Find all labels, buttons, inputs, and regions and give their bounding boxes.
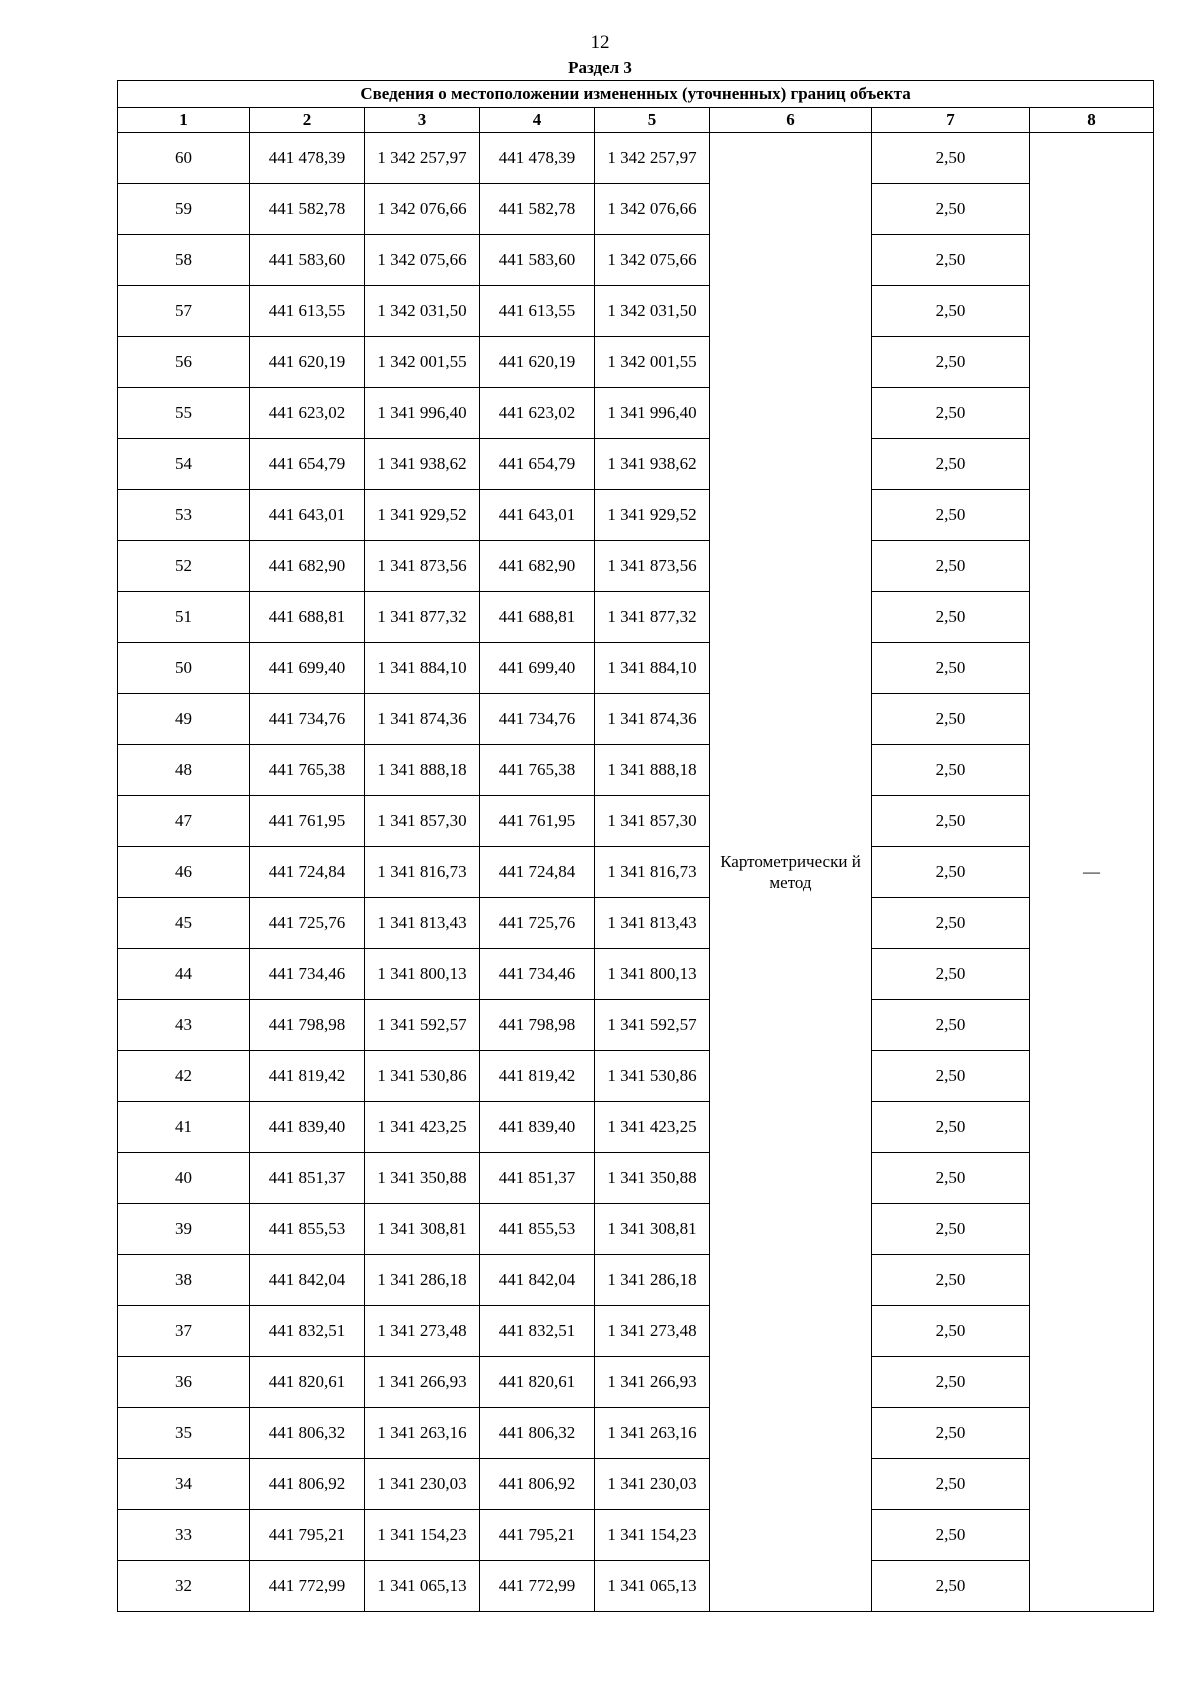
table-row	[118, 1306, 1154, 1357]
table-row	[118, 796, 1154, 847]
y-coordinate-cell: 1 341 888,18	[595, 745, 710, 796]
point-number-cell: 41	[118, 1102, 250, 1153]
x-coordinate-cell: 441 725,76	[250, 898, 365, 949]
table-row	[118, 592, 1154, 643]
x-coordinate-cell: 441 724,84	[250, 847, 365, 898]
x-coordinate-cell: 441 806,32	[250, 1408, 365, 1459]
table-row	[118, 439, 1154, 490]
accuracy-cell: 2,50	[872, 235, 1030, 286]
table-row	[118, 1204, 1154, 1255]
y-coordinate-cell: 1 341 813,43	[595, 898, 710, 949]
point-number-cell: 59	[118, 184, 250, 235]
accuracy-cell: 2,50	[872, 439, 1030, 490]
accuracy-cell: 2,50	[872, 490, 1030, 541]
accuracy-cell: 2,50	[872, 694, 1030, 745]
x-coordinate-cell: 441 583,60	[480, 235, 595, 286]
table-row	[118, 1051, 1154, 1102]
x-coordinate-cell: 441 583,60	[250, 235, 365, 286]
table-row	[118, 898, 1154, 949]
x-coordinate-cell: 441 855,53	[250, 1204, 365, 1255]
x-coordinate-cell: 441 839,40	[480, 1102, 595, 1153]
y-coordinate-cell: 1 341 929,52	[365, 490, 480, 541]
y-coordinate-cell: 1 341 888,18	[365, 745, 480, 796]
accuracy-cell: 2,50	[872, 898, 1030, 949]
point-number-cell: 37	[118, 1306, 250, 1357]
coordinates-table	[117, 80, 1154, 1612]
y-coordinate-cell: 1 341 938,62	[595, 439, 710, 490]
table-row	[118, 235, 1154, 286]
table-row	[118, 847, 1154, 898]
point-number-cell: 60	[118, 133, 250, 184]
column-number-row	[118, 108, 1154, 133]
y-coordinate-cell: 1 341 592,57	[595, 1000, 710, 1051]
table-row	[118, 694, 1154, 745]
table-row	[118, 337, 1154, 388]
table-row	[118, 184, 1154, 235]
y-coordinate-cell: 1 341 530,86	[595, 1051, 710, 1102]
x-coordinate-cell: 441 795,21	[250, 1510, 365, 1561]
table-row	[118, 949, 1154, 1000]
y-coordinate-cell: 1 341 308,81	[365, 1204, 480, 1255]
point-number-cell: 45	[118, 898, 250, 949]
y-coordinate-cell: 1 341 266,93	[595, 1357, 710, 1408]
table-row	[118, 541, 1154, 592]
y-coordinate-cell: 1 341 877,32	[365, 592, 480, 643]
accuracy-cell: 2,50	[872, 847, 1030, 898]
y-coordinate-cell: 1 341 230,03	[595, 1459, 710, 1510]
x-coordinate-cell: 441 842,04	[250, 1255, 365, 1306]
y-coordinate-cell: 1 342 075,66	[365, 235, 480, 286]
y-coordinate-cell: 1 341 350,88	[595, 1153, 710, 1204]
y-coordinate-cell: 1 341 816,73	[595, 847, 710, 898]
accuracy-cell: 2,50	[872, 388, 1030, 439]
point-number-cell: 55	[118, 388, 250, 439]
table-row	[118, 643, 1154, 694]
point-number-cell: 51	[118, 592, 250, 643]
point-number-cell: 35	[118, 1408, 250, 1459]
table-row	[118, 1459, 1154, 1510]
y-coordinate-cell: 1 342 076,66	[595, 184, 710, 235]
point-number-cell: 56	[118, 337, 250, 388]
x-coordinate-cell: 441 734,46	[480, 949, 595, 1000]
x-coordinate-cell: 441 734,76	[480, 694, 595, 745]
y-coordinate-cell: 1 341 065,13	[365, 1561, 480, 1612]
accuracy-cell: 2,50	[872, 1357, 1030, 1408]
y-coordinate-cell: 1 341 873,56	[595, 541, 710, 592]
accuracy-cell: 2,50	[872, 949, 1030, 1000]
x-coordinate-cell: 441 798,98	[480, 1000, 595, 1051]
accuracy-cell: 2,50	[872, 1102, 1030, 1153]
y-coordinate-cell: 1 341 929,52	[595, 490, 710, 541]
column-number: 6	[710, 108, 872, 133]
x-coordinate-cell: 441 478,39	[480, 133, 595, 184]
y-coordinate-cell: 1 341 273,48	[595, 1306, 710, 1357]
accuracy-cell: 2,50	[872, 745, 1030, 796]
point-number-cell: 58	[118, 235, 250, 286]
x-coordinate-cell: 441 682,90	[480, 541, 595, 592]
x-coordinate-cell: 441 839,40	[250, 1102, 365, 1153]
column-number: 3	[365, 108, 480, 133]
table-caption: Сведения о местоположении измененных (уточненных) границ объекта	[118, 81, 1154, 108]
column-number: 8	[1030, 108, 1154, 133]
y-coordinate-cell: 1 341 423,25	[595, 1102, 710, 1153]
accuracy-cell: 2,50	[872, 1255, 1030, 1306]
y-coordinate-cell: 1 341 286,18	[365, 1255, 480, 1306]
point-number-cell: 52	[118, 541, 250, 592]
accuracy-cell: 2,50	[872, 1051, 1030, 1102]
y-coordinate-cell: 1 341 874,36	[595, 694, 710, 745]
table-row	[118, 133, 1154, 184]
accuracy-cell: 2,50	[872, 1408, 1030, 1459]
y-coordinate-cell: 1 341 800,13	[365, 949, 480, 1000]
point-number-cell: 36	[118, 1357, 250, 1408]
x-coordinate-cell: 441 654,79	[480, 439, 595, 490]
x-coordinate-cell: 441 643,01	[250, 490, 365, 541]
y-coordinate-cell: 1 341 877,32	[595, 592, 710, 643]
table-row	[118, 1357, 1154, 1408]
accuracy-cell: 2,50	[872, 1204, 1030, 1255]
table-row	[118, 1255, 1154, 1306]
method-cell: Картометрически й метод	[710, 133, 872, 1612]
y-coordinate-cell: 1 341 874,36	[365, 694, 480, 745]
table-row	[118, 1510, 1154, 1561]
accuracy-cell: 2,50	[872, 133, 1030, 184]
table-row	[118, 490, 1154, 541]
point-number-cell: 40	[118, 1153, 250, 1204]
y-coordinate-cell: 1 341 154,23	[365, 1510, 480, 1561]
x-coordinate-cell: 441 699,40	[480, 643, 595, 694]
accuracy-cell: 2,50	[872, 1459, 1030, 1510]
column8-cell: —	[1030, 133, 1154, 1612]
x-coordinate-cell: 441 620,19	[250, 337, 365, 388]
x-coordinate-cell: 441 851,37	[480, 1153, 595, 1204]
y-coordinate-cell: 1 341 813,43	[365, 898, 480, 949]
y-coordinate-cell: 1 341 423,25	[365, 1102, 480, 1153]
x-coordinate-cell: 441 623,02	[480, 388, 595, 439]
column-number: 2	[250, 108, 365, 133]
accuracy-cell: 2,50	[872, 643, 1030, 694]
table-row	[118, 286, 1154, 337]
x-coordinate-cell: 441 772,99	[480, 1561, 595, 1612]
table-row	[118, 1408, 1154, 1459]
column-number: 7	[872, 108, 1030, 133]
x-coordinate-cell: 441 688,81	[480, 592, 595, 643]
y-coordinate-cell: 1 342 031,50	[365, 286, 480, 337]
x-coordinate-cell: 441 688,81	[250, 592, 365, 643]
y-coordinate-cell: 1 341 530,86	[365, 1051, 480, 1102]
x-coordinate-cell: 441 582,78	[480, 184, 595, 235]
x-coordinate-cell: 441 851,37	[250, 1153, 365, 1204]
x-coordinate-cell: 441 806,92	[480, 1459, 595, 1510]
accuracy-cell: 2,50	[872, 541, 1030, 592]
accuracy-cell: 2,50	[872, 1510, 1030, 1561]
column-number: 4	[480, 108, 595, 133]
point-number-cell: 33	[118, 1510, 250, 1561]
point-number-cell: 46	[118, 847, 250, 898]
y-coordinate-cell: 1 341 884,10	[595, 643, 710, 694]
x-coordinate-cell: 441 623,02	[250, 388, 365, 439]
point-number-cell: 42	[118, 1051, 250, 1102]
y-coordinate-cell: 1 342 257,97	[595, 133, 710, 184]
accuracy-cell: 2,50	[872, 286, 1030, 337]
y-coordinate-cell: 1 342 001,55	[595, 337, 710, 388]
x-coordinate-cell: 441 478,39	[250, 133, 365, 184]
y-coordinate-cell: 1 341 154,23	[595, 1510, 710, 1561]
x-coordinate-cell: 441 613,55	[480, 286, 595, 337]
x-coordinate-cell: 441 724,84	[480, 847, 595, 898]
x-coordinate-cell: 441 795,21	[480, 1510, 595, 1561]
accuracy-cell: 2,50	[872, 796, 1030, 847]
page-number: 12	[590, 32, 610, 53]
x-coordinate-cell: 441 842,04	[480, 1255, 595, 1306]
x-coordinate-cell: 441 761,95	[250, 796, 365, 847]
y-coordinate-cell: 1 341 884,10	[365, 643, 480, 694]
point-number-cell: 48	[118, 745, 250, 796]
x-coordinate-cell: 441 855,53	[480, 1204, 595, 1255]
y-coordinate-cell: 1 342 001,55	[365, 337, 480, 388]
table-row	[118, 1561, 1154, 1612]
y-coordinate-cell: 1 341 230,03	[365, 1459, 480, 1510]
y-coordinate-cell: 1 341 263,16	[595, 1408, 710, 1459]
y-coordinate-cell: 1 341 592,57	[365, 1000, 480, 1051]
y-coordinate-cell: 1 341 816,73	[365, 847, 480, 898]
y-coordinate-cell: 1 341 857,30	[365, 796, 480, 847]
x-coordinate-cell: 441 620,19	[480, 337, 595, 388]
x-coordinate-cell: 441 734,46	[250, 949, 365, 1000]
y-coordinate-cell: 1 341 263,16	[365, 1408, 480, 1459]
y-coordinate-cell: 1 341 266,93	[365, 1357, 480, 1408]
y-coordinate-cell: 1 342 076,66	[365, 184, 480, 235]
point-number-cell: 57	[118, 286, 250, 337]
table-row	[118, 1000, 1154, 1051]
x-coordinate-cell: 441 761,95	[480, 796, 595, 847]
accuracy-cell: 2,50	[872, 592, 1030, 643]
x-coordinate-cell: 441 682,90	[250, 541, 365, 592]
x-coordinate-cell: 441 582,78	[250, 184, 365, 235]
x-coordinate-cell: 441 832,51	[480, 1306, 595, 1357]
point-number-cell: 44	[118, 949, 250, 1000]
x-coordinate-cell: 441 798,98	[250, 1000, 365, 1051]
x-coordinate-cell: 441 643,01	[480, 490, 595, 541]
table-row	[118, 1102, 1154, 1153]
x-coordinate-cell: 441 820,61	[250, 1357, 365, 1408]
x-coordinate-cell: 441 725,76	[480, 898, 595, 949]
y-coordinate-cell: 1 341 800,13	[595, 949, 710, 1000]
y-coordinate-cell: 1 341 996,40	[595, 388, 710, 439]
column-number: 5	[595, 108, 710, 133]
table-row	[118, 1153, 1154, 1204]
accuracy-cell: 2,50	[872, 1153, 1030, 1204]
x-coordinate-cell: 441 734,76	[250, 694, 365, 745]
accuracy-cell: 2,50	[872, 184, 1030, 235]
y-coordinate-cell: 1 341 996,40	[365, 388, 480, 439]
table-body	[118, 133, 1154, 1612]
x-coordinate-cell: 441 806,32	[480, 1408, 595, 1459]
point-number-cell: 49	[118, 694, 250, 745]
x-coordinate-cell: 441 699,40	[250, 643, 365, 694]
accuracy-cell: 2,50	[872, 1000, 1030, 1051]
y-coordinate-cell: 1 341 350,88	[365, 1153, 480, 1204]
point-number-cell: 32	[118, 1561, 250, 1612]
y-coordinate-cell: 1 342 031,50	[595, 286, 710, 337]
x-coordinate-cell: 441 772,99	[250, 1561, 365, 1612]
point-number-cell: 53	[118, 490, 250, 541]
x-coordinate-cell: 441 765,38	[480, 745, 595, 796]
table-row	[118, 745, 1154, 796]
y-coordinate-cell: 1 341 308,81	[595, 1204, 710, 1255]
point-number-cell: 38	[118, 1255, 250, 1306]
accuracy-cell: 2,50	[872, 337, 1030, 388]
accuracy-cell: 2,50	[872, 1306, 1030, 1357]
y-coordinate-cell: 1 341 065,13	[595, 1561, 710, 1612]
point-number-cell: 34	[118, 1459, 250, 1510]
y-coordinate-cell: 1 342 257,97	[365, 133, 480, 184]
y-coordinate-cell: 1 341 286,18	[595, 1255, 710, 1306]
y-coordinate-cell: 1 341 857,30	[595, 796, 710, 847]
point-number-cell: 43	[118, 1000, 250, 1051]
x-coordinate-cell: 441 806,92	[250, 1459, 365, 1510]
x-coordinate-cell: 441 820,61	[480, 1357, 595, 1408]
section-title: Раздел 3	[568, 58, 632, 77]
point-number-cell: 54	[118, 439, 250, 490]
point-number-cell: 50	[118, 643, 250, 694]
point-number-cell: 47	[118, 796, 250, 847]
x-coordinate-cell: 441 765,38	[250, 745, 365, 796]
y-coordinate-cell: 1 341 938,62	[365, 439, 480, 490]
y-coordinate-cell: 1 342 075,66	[595, 235, 710, 286]
y-coordinate-cell: 1 341 273,48	[365, 1306, 480, 1357]
x-coordinate-cell: 441 832,51	[250, 1306, 365, 1357]
column-number: 1	[118, 108, 250, 133]
table-row	[118, 388, 1154, 439]
x-coordinate-cell: 441 654,79	[250, 439, 365, 490]
y-coordinate-cell: 1 341 873,56	[365, 541, 480, 592]
x-coordinate-cell: 441 819,42	[480, 1051, 595, 1102]
x-coordinate-cell: 441 613,55	[250, 286, 365, 337]
point-number-cell: 39	[118, 1204, 250, 1255]
x-coordinate-cell: 441 819,42	[250, 1051, 365, 1102]
accuracy-cell: 2,50	[872, 1561, 1030, 1612]
